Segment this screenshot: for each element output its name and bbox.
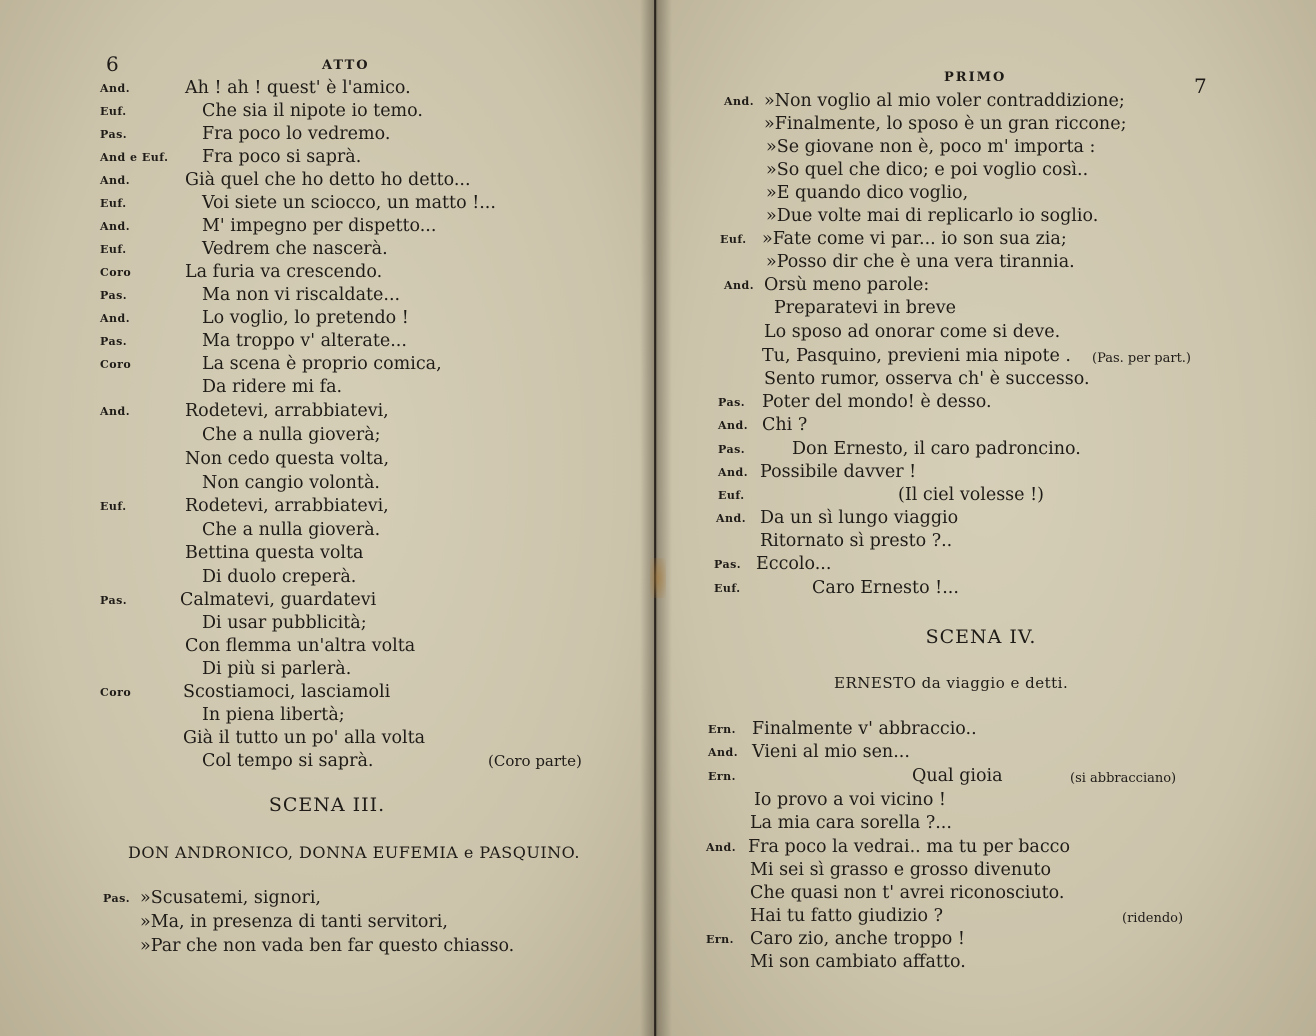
speaker: And. [724, 279, 755, 292]
verse-line [656, 345, 1316, 368]
verse-text: »Finalmente, lo sposo è un gran riccone; [764, 114, 1127, 134]
speaker: And e Euf. [100, 151, 169, 164]
verse-text: In piena libertà; [202, 705, 345, 725]
verse-line [0, 353, 654, 376]
verse-line [0, 612, 654, 635]
verse-text: Che a nulla gioverà. [202, 520, 381, 540]
verse-line [656, 205, 1316, 228]
verse-text: Lo sposo ad onorar come si deve. [764, 322, 1061, 342]
stage-direction: (si abbracciano) [1070, 771, 1177, 786]
verse-line [656, 159, 1316, 182]
verse-text: Già quel che ho detto ho detto... [185, 170, 471, 190]
right-page [656, 0, 1316, 1036]
verse-text: Chi ? [762, 415, 808, 435]
verse-line [0, 681, 654, 704]
verse-text: Fra poco lo vedremo. [202, 124, 391, 144]
verse-line [656, 928, 1316, 951]
speaker: Euf. [100, 197, 127, 210]
verse-text: »Par che non vada ben far questo chiasso. [140, 936, 515, 956]
verse-text: Da ridere mi fa. [202, 377, 343, 397]
speaker: Ern. [706, 933, 735, 946]
verse-line [656, 321, 1316, 344]
verse-line [656, 113, 1316, 136]
speaker: And. [708, 746, 739, 759]
verse-text: Poter del mondo! è desso. [762, 392, 992, 412]
verse-line [656, 297, 1316, 320]
speaker: And. [100, 82, 131, 95]
verse-line [656, 718, 1316, 741]
verse-text: Voi siete un sciocco, un matto !... [202, 193, 496, 213]
verse-text: Ma troppo v' alterate... [202, 331, 407, 351]
speaker: And. [718, 466, 749, 479]
book-gutter [640, 0, 672, 1036]
verse-line [0, 472, 654, 495]
speaker: Euf. [100, 500, 127, 513]
verse-line [0, 589, 654, 612]
verse-text: Che sia il nipote io temo. [202, 101, 423, 121]
speaker: Euf. [718, 489, 745, 502]
speaker: Euf. [100, 105, 127, 118]
verse-text: »Due volte mai di replicarlo io soglio. [766, 206, 1099, 226]
verse-line [0, 727, 654, 750]
verse-text: Lo voglio, lo pretendo ! [202, 308, 409, 328]
verse-line [656, 438, 1316, 461]
verse-text: »Non voglio al mio voler contraddizione; [764, 91, 1125, 111]
verse-line [0, 750, 654, 773]
speaker: And. [716, 512, 747, 525]
verse-line [656, 765, 1316, 788]
verse-line [0, 100, 654, 123]
verse-text: Di usar pubblicità; [202, 613, 367, 633]
verse-text: Ritornato sì presto ?.. [760, 531, 953, 551]
verse-line [0, 911, 654, 934]
speaker: Euf. [100, 243, 127, 256]
left-page [0, 0, 654, 1036]
verse-line [656, 484, 1316, 507]
verse-text: Preparatevi in breve [774, 298, 956, 318]
scene-title: SCENA IV. [925, 626, 1037, 648]
verse-line [0, 658, 654, 681]
verse-line [0, 887, 654, 910]
verse-text: Scostiamoci, lasciamoli [183, 682, 391, 702]
verse-line [0, 376, 654, 399]
verse-text: Ah ! ah ! quest' è l'amico. [185, 78, 411, 98]
verse-line [0, 635, 654, 658]
speaker: Pas. [103, 892, 131, 905]
verse-text: La furia va crescendo. [185, 262, 383, 282]
verse-line [0, 495, 654, 518]
verse-line [656, 507, 1316, 530]
running-head: ATTO [322, 58, 370, 73]
verse-line [656, 577, 1316, 600]
verse-line [656, 812, 1316, 835]
verse-line [656, 836, 1316, 859]
speaker: Pas. [100, 128, 128, 141]
verse-text: Non cangio volontà. [202, 473, 380, 493]
verse-line [656, 905, 1316, 928]
verse-text: Non cedo questa volta, [185, 449, 390, 469]
speaker: Ern. [708, 770, 737, 783]
verse-line [656, 530, 1316, 553]
verse-text: Rodetevi, arrabbiatevi, [185, 496, 389, 516]
verse-text: Mi son cambiato affatto. [750, 952, 966, 972]
verse-line [656, 228, 1316, 251]
verse-text: Calmatevi, guardatevi [180, 590, 377, 610]
verse-line [0, 284, 654, 307]
speaker: Coro [100, 686, 132, 699]
verse-text: Che quasi non t' avrei riconosciuto. [750, 883, 1065, 903]
speaker: Pas. [718, 443, 746, 456]
verse-text: »E quando dico voglio, [766, 183, 969, 203]
verse-line [0, 566, 654, 589]
verse-line [0, 307, 654, 330]
verse-line [0, 400, 654, 423]
verse-line [656, 368, 1316, 391]
verse-line [656, 414, 1316, 437]
verse-line [656, 136, 1316, 159]
verse-text: Già il tutto un po' alla volta [183, 728, 426, 748]
verse-line [656, 553, 1316, 576]
verse-text: Finalmente v' abbraccio.. [752, 719, 977, 739]
verse-line [0, 215, 654, 238]
verse-text: »Fate come vi par... io son sua zia; [762, 229, 1067, 249]
verse-text: Di più si parlerà. [202, 659, 352, 679]
speaker: Ern. [708, 723, 737, 736]
verse-text: Caro zio, anche troppo ! [750, 929, 965, 949]
verse-line [0, 542, 654, 565]
speaker: Pas. [100, 335, 128, 348]
verse-text: Bettina questa volta [185, 543, 364, 563]
verse-line [656, 741, 1316, 764]
verse-text: Rodetevi, arrabbiatevi, [185, 401, 389, 421]
verse-text: La scena è proprio comica, [202, 354, 442, 374]
scene-cast: ERNESTO da viaggio e detti. [834, 674, 1069, 692]
speaker: Pas. [100, 594, 128, 607]
verse-text: Vedrem che nascerà. [202, 239, 388, 259]
speaker: And. [100, 405, 131, 418]
verse-text: »So quel che dico; e poi voglio così.. [766, 160, 1089, 180]
verse-text: Caro Ernesto !... [812, 578, 959, 598]
verse-text: La mia cara sorella ?... [750, 813, 952, 833]
verse-line [656, 251, 1316, 274]
speaker: Pas. [714, 558, 742, 571]
verse-line [0, 261, 654, 284]
scene-cast: DON ANDRONICO, DONNA EUFEMIA e PASQUINO. [128, 843, 580, 862]
scene-title: SCENA III. [268, 794, 386, 816]
verse-text: Fra poco si saprà. [202, 147, 362, 167]
verse-text: Che a nulla gioverà; [202, 425, 381, 445]
verse-line [0, 704, 654, 727]
verse-text: Di duolo creperà. [202, 567, 357, 587]
verse-text: Qual gioia [912, 766, 1003, 786]
verse-line [0, 169, 654, 192]
speaker: Pas. [100, 289, 128, 302]
verse-text: »Se giovane non è, poco m' importa : [766, 137, 1096, 157]
verse-line [656, 461, 1316, 484]
verse-text: Tu, Pasquino, previeni mia nipote . [762, 346, 1071, 366]
verse-line [0, 519, 654, 542]
running-head: PRIMO [944, 70, 1007, 85]
verse-text: Fra poco la vedrai.. ma tu per bacco [748, 837, 1070, 857]
verse-line [656, 951, 1316, 974]
speaker: And. [724, 95, 755, 108]
verse-line [0, 424, 654, 447]
verse-text: Io provo a voi vicino ! [754, 790, 946, 810]
verse-line [656, 90, 1316, 113]
speaker: Pas. [718, 396, 746, 409]
speaker: And. [100, 174, 131, 187]
speaker: Coro [100, 358, 132, 371]
verse-text: M' impegno per dispetto... [202, 216, 437, 236]
verse-line [0, 448, 654, 471]
verse-line [0, 123, 654, 146]
verse-line [656, 882, 1316, 905]
verse-text: Eccolo... [756, 554, 832, 574]
paper-stain [650, 558, 666, 598]
verse-line [0, 146, 654, 169]
verse-text: Vieni al mio sen... [752, 742, 910, 762]
verse-text: Don Ernesto, il caro padroncino. [792, 439, 1081, 459]
verse-line [0, 330, 654, 353]
verse-text: Hai tu fatto giudizio ? [750, 906, 943, 926]
stage-direction: (ridendo) [1122, 911, 1184, 926]
verse-text: Possibile davver ! [760, 462, 917, 482]
verse-text: Orsù meno parole: [764, 275, 930, 295]
verse-text: »Ma, in presenza di tanti servitori, [140, 912, 448, 932]
verse-text: Con flemma un'altra volta [185, 636, 416, 656]
stage-direction: (Pas. per part.) [1092, 351, 1191, 366]
page-number: 7 [1194, 74, 1207, 98]
speaker: And. [100, 220, 131, 233]
verse-text: Col tempo si saprà. [202, 751, 374, 771]
verse-text: Da un sì lungo viaggio [760, 508, 959, 528]
page-number: 6 [106, 52, 119, 76]
speaker: Euf. [714, 582, 741, 595]
speaker: And. [718, 419, 749, 432]
speaker: And. [100, 312, 131, 325]
verse-line [0, 77, 654, 100]
verse-line [656, 274, 1316, 297]
verse-text: (Il ciel volesse !) [898, 485, 1044, 505]
verse-text: »Posso dir che è una vera tirannia. [766, 252, 1075, 272]
verse-line [0, 935, 654, 958]
speaker: Euf. [720, 233, 747, 246]
verse-line [656, 391, 1316, 414]
verse-text: »Scusatemi, signori, [140, 888, 321, 908]
speaker: Coro [100, 266, 132, 279]
verse-text: Ma non vi riscaldate... [202, 285, 401, 305]
verse-text: Sento rumor, osserva ch' è successo. [764, 369, 1090, 389]
verse-line [656, 789, 1316, 812]
verse-line [656, 182, 1316, 205]
stage-direction: (Coro parte) [488, 752, 582, 770]
verse-line [0, 238, 654, 261]
verse-text: Mi sei sì grasso e grosso divenuto [750, 860, 1052, 880]
speaker: And. [706, 841, 737, 854]
verse-line [0, 192, 654, 215]
verse-line [656, 859, 1316, 882]
